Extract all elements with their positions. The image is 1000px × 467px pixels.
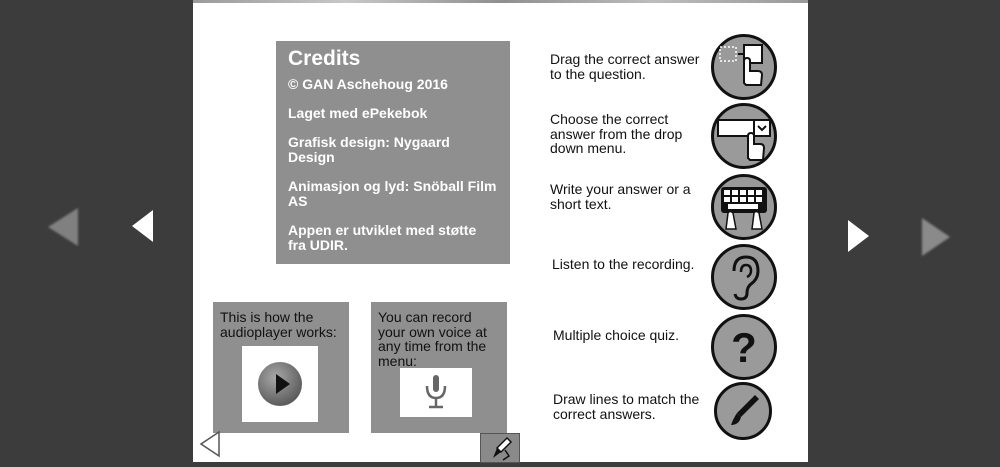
instruction-draw-text: Draw lines to match the correct answers. <box>553 391 700 422</box>
play-icon <box>258 362 302 406</box>
credits-line: Laget med ePekebok <box>288 105 428 121</box>
record-info-text: You can record your own voice at any time from the menu: <box>378 309 487 369</box>
dropdown-icon <box>711 103 777 169</box>
instruction-dropdown-text: Choose the correct answer from the drop down menu. <box>550 111 683 156</box>
credits-line: Animasjon og lyd: Snöball Film AS <box>288 178 497 209</box>
credits-line: Appen er utviklet med støtte fra UDIR. <box>288 222 477 253</box>
instruction-drag-text: Drag the correct answer to the question. <box>550 51 700 82</box>
previous-page-arrow-icon[interactable] <box>48 208 78 246</box>
instruction-listen-text: Listen to the recording. <box>552 256 695 272</box>
instruction-quiz-text: Multiple choice quiz. <box>553 327 680 343</box>
next-arrow-icon[interactable] <box>848 220 869 252</box>
hand-pencil-icon <box>481 434 519 462</box>
microphone-icon <box>400 368 472 417</box>
credits-line: © GAN Aschehoug 2016 <box>288 76 448 92</box>
play-button[interactable] <box>242 346 318 422</box>
credits-panel <box>276 41 510 264</box>
back-triangle-icon[interactable] <box>198 430 222 458</box>
question-mark-icon <box>711 314 777 380</box>
svg-text:?: ? <box>731 324 757 371</box>
drag-drop-icon <box>711 34 777 100</box>
ear-icon <box>711 244 777 310</box>
credits-title: Credits <box>288 47 361 70</box>
brush-icon <box>714 382 772 440</box>
audio-player-info <box>213 302 349 433</box>
audio-info-text: This is how the audioplayer works: <box>220 309 337 340</box>
page-top-edge <box>193 0 808 3</box>
keyboard-icon <box>711 174 777 240</box>
record-voice-info <box>371 302 507 433</box>
next-page-arrow-icon[interactable] <box>922 218 950 256</box>
instruction-write-text: Write your answer or a short text. <box>550 181 691 212</box>
menu-tool-button[interactable] <box>480 433 520 463</box>
microphone-button[interactable] <box>400 368 472 417</box>
previous-arrow-icon[interactable] <box>132 210 153 242</box>
credits-line: Grafisk design: Nygaard Design <box>288 134 450 165</box>
